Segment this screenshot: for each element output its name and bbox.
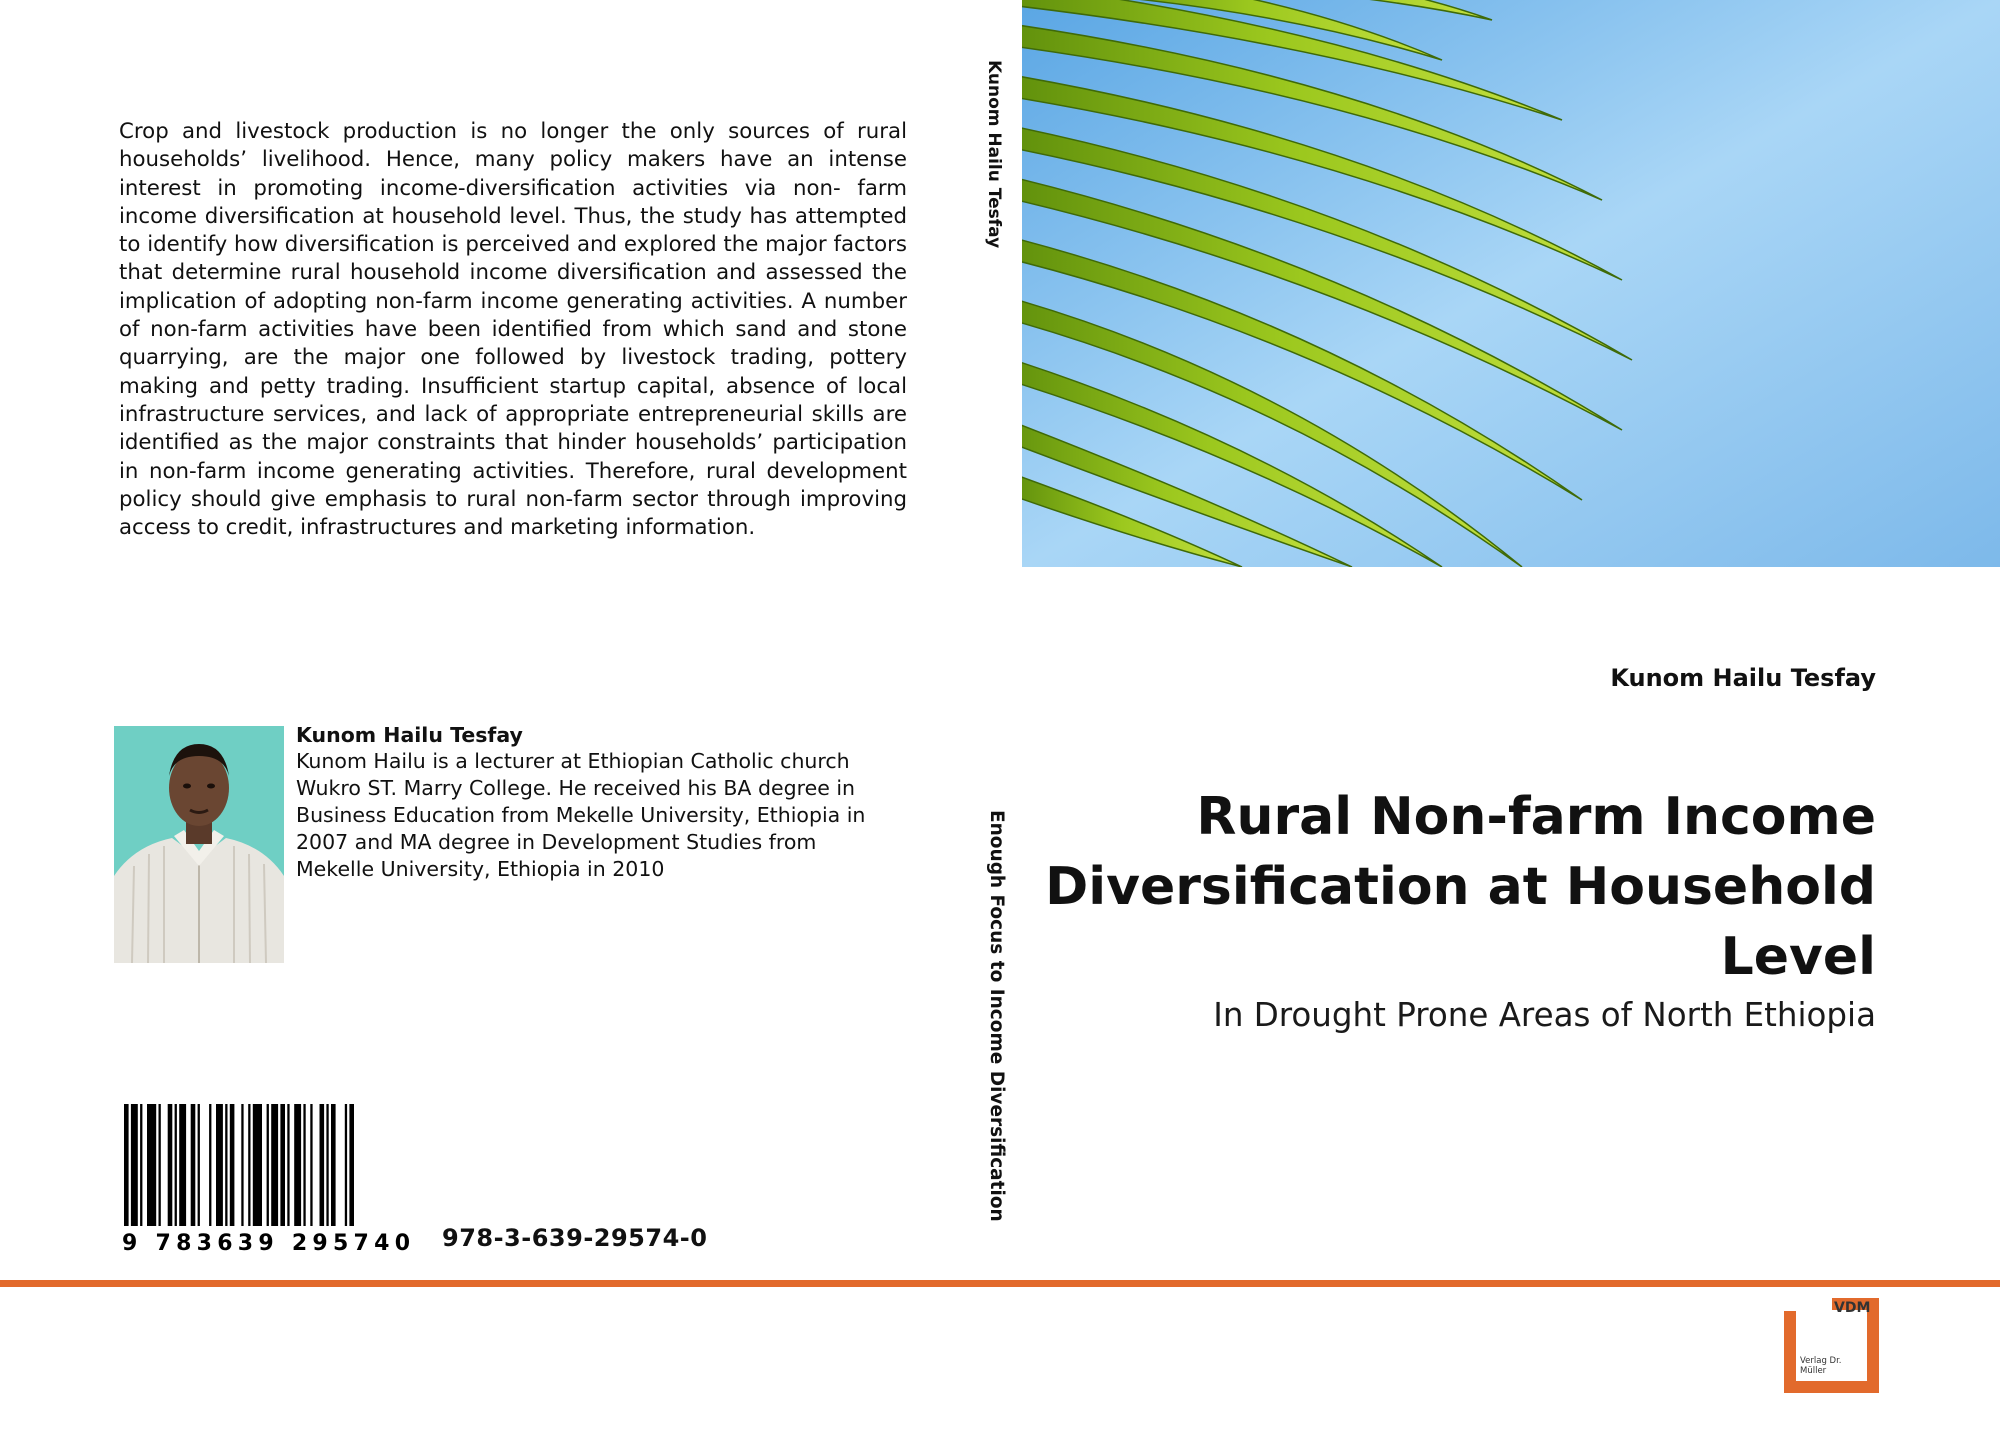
spine-author: Kunom Hailu Tesfay — [984, 60, 1004, 249]
bio-text: Kunom Hailu is a lecturer at Ethiopian Catholic church Wukro ST. Marry College. He received his BA degree in Business Education from Mekelle University, Ethiopia in 2007 and MA degree in Development Studies from Mekelle University, Ethiopia in 2010 — [296, 749, 866, 881]
cover-photo-palm-leaves — [1022, 0, 2000, 567]
book-title: Rural Non-farm Income Diversification at Household Level — [1045, 787, 1876, 987]
barcode-digits: 9 783639 295740 — [122, 1231, 410, 1256]
barcode — [118, 1104, 418, 1256]
orange-divider — [0, 1280, 2000, 1287]
publisher-logo — [1784, 1298, 1879, 1393]
isbn-number: 978-3-639-29574-0 — [442, 1224, 708, 1252]
back-cover-blurb: Crop and livestock production is no longer the only sources of rural households’ livelihood. Hence, many policy makers have an intense interest in promoting income-diversification activities via non- farm income diversification at household level. Thus, the study has attempted to identify how diversification is perceived and explored the major factors that determine rural household income diversification and assessed the implication of adopting non-farm income generating activities. A number of non-farm activities have been identified from which sand and stone quarrying, are the major one followed by livestock trading, pottery making and petty trading. Insufficient startup capital, absence of local infrastructure services, and lack of appropriate entrepreneurial skills are identified as the major constraints that hinder households’ participation in non-farm income generating activities. Therefore, rural development policy should give emphasis to rural non-farm sector through improving access to credit, infrastructures and marketing information. — [119, 119, 907, 541]
spine-title: Enough Focus to Income Diversification — [986, 810, 1007, 1222]
publisher-logo-subtext: Verlag Dr. Müller — [1800, 1356, 1842, 1376]
book-subtitle: In Drought Prone Areas of North Ethiopia — [1213, 996, 1876, 1034]
author-photo — [114, 726, 284, 963]
publisher-logo-text: VDM — [1834, 1300, 1871, 1316]
bio-author-name: Kunom Hailu Tesfay — [296, 723, 523, 747]
front-author: Kunom Hailu Tesfay — [1610, 664, 1876, 692]
